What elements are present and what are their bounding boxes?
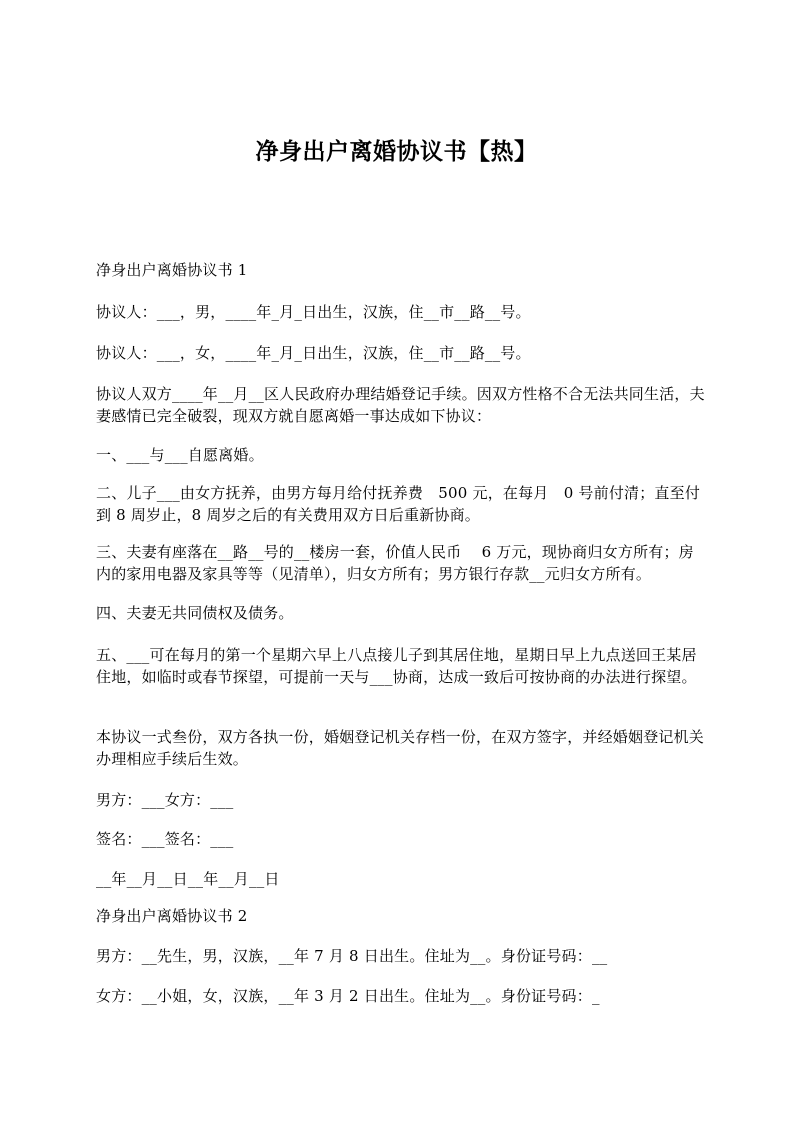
preamble-paragraph: 协议人双方____年__月__区人民政府办理结婚登记手续。因双方性格不合无法共同生活，夫妻感情已完全破裂，现双方就自愿离婚一事达成如下协议： (96, 385, 705, 425)
document-title: 净身出户离婚协议书【热】 (255, 139, 538, 165)
agreement-2-male-line: 男方：__先生，男，汉族，__年 7 月 8 日出生。住址为__。身份证号码：__ (96, 947, 608, 965)
agreement-1-heading: 净身出户离婚协议书 1 (96, 261, 248, 279)
clause-5: 五、___可在每月的第一个星期六早上八点接儿子到其居住地，星期日早上九点送回王某居住地，如临时或春节探望，可提前一天与___协商，达成一致后可按协商的办法进行探望。 (96, 646, 697, 686)
date-line: __年__月__日__年__月__日 (96, 870, 280, 888)
clause-1: 一、___与___自愿离婚。 (96, 446, 264, 464)
clause-2: 二、儿子___由女方抚养，由男方每月给付抚养费 500 元，在每月 0 号前付清；直至付到 8 周岁止，8 周岁之后的有关费用双方日后重新协商。 (96, 484, 701, 524)
clause-3: 三、夫妻有座落在__路__号的__楼房一套，价值人民币 6 万元，现协商归女方所有；房内的家用电器及家具等等（见清单），归女方所有；男方银行存款__元归女方所有。 (96, 543, 694, 583)
signature-line: 签名：___签名：___ (96, 830, 234, 848)
agreement-2-heading: 净身出户离婚协议书 2 (96, 907, 248, 925)
effectiveness-paragraph: 本协议一式叁份，双方各执一份，婚姻登记机关存档一份，在双方签字，并经婚姻登记机关办理相应手续后生效。 (96, 728, 705, 768)
parties-line: 男方：___女方：___ (96, 791, 234, 809)
agreement-2-female-line: 女方：__小姐，女，汉族，__年 3 月 2 日出生。住址为__。身份证号码：_ (96, 987, 600, 1005)
party-male-line: 协议人：___，男，____年_月_日出生，汉族，住__市__路__号。 (96, 303, 531, 321)
clause-4: 四、夫妻无共同债权及债务。 (96, 604, 294, 622)
party-female-line: 协议人：___，女，____年_月_日出生，汉族，住__市__路__号。 (96, 344, 531, 362)
